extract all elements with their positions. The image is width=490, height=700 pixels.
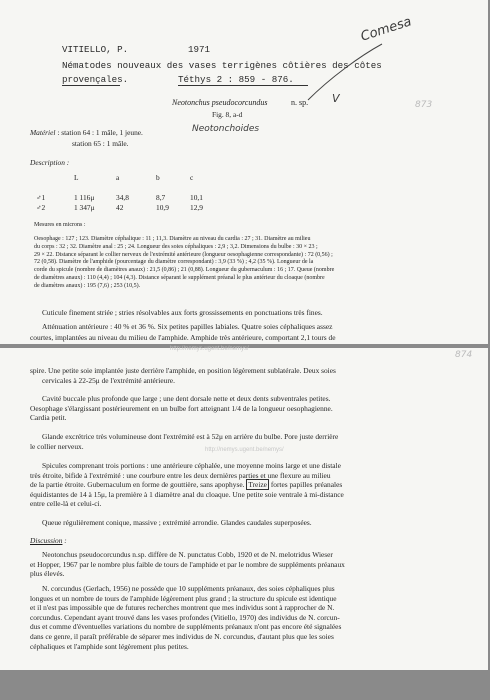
page-mark-874: 874	[455, 350, 473, 360]
text-line: plus élevés.	[30, 569, 65, 579]
text-line: entre celle-là et celui-ci.	[30, 499, 102, 509]
citation-title-line1: Nématodes nouveaux des vases terrigènes côtières des côtes	[62, 60, 382, 71]
cuticle-text: Cuticule finement striée ; stries résolvables aux forts grossissements en ponctuations très fines.	[42, 308, 323, 317]
citation-journal: Téthys 2 : 859 - 876.	[178, 74, 294, 85]
mesures-line: corde du spicule (nombre de diamètres anaux) : 21,5 (0,86) ; 21 (0,88). Longueur du gubernaculum : 16 ; 17. Queue (nombre	[34, 267, 335, 274]
underline-mark	[62, 85, 120, 86]
text-line: corcundus. Cependant ayant trouvé dans les vases profondes (Vitiello, 1970) des individus de N. corcun-	[30, 612, 340, 622]
text-line: longues et un nombre de tours de l'amphide légèrement plus grand ; la structure du spicule est identique	[30, 593, 337, 603]
table-cell: 1 116μ	[74, 192, 95, 202]
text-line: très étroite, bifide à l'extrémité : une courbure entre les deux dernières parties et une flexure au milieu	[30, 470, 331, 480]
text-line: dus et comme d'éventuelles variations du nombre de suppléments préanaux n'ont pas encore été signalées	[30, 622, 342, 632]
text-line: Spicules comprenant trois portions : une antérieure céphalée, une moyenne moins large et une distale	[42, 461, 341, 470]
watermark-url: http://nemys.ugent.be/nemys/	[205, 447, 284, 453]
text-line: spire. Une petite soie implantée juste derrière l'amphide, en position légèrement sublatérale. Deux soies	[30, 366, 336, 375]
mesures-line: du corps : 32 ; 32. Diamètre anal : 25 ; 24. Longueur des soies céphaliques : 2,9 ; 3,2. Dimensions du bulbe : 30 × 23 ;	[34, 243, 318, 250]
table-cell: ♂1	[36, 192, 46, 202]
handwritten-genus: Neotonchoides	[192, 124, 260, 134]
text-line: Cardia petit.	[30, 413, 67, 423]
text-line-with-box: de la partie étroite. Gubernaculum en forme de gouttière, sans apophyse. Treize fortes papilles préanales	[30, 480, 343, 490]
table-cell: 42	[116, 202, 124, 212]
text-line: Neotonchus pseudocorcundus n.sp. diffère de N. punctatus Cobb, 1920 et de N. melotridus Wieser	[42, 550, 333, 559]
table-cell: 34,8	[116, 192, 129, 202]
table-header-row	[36, 172, 224, 182]
table-header: a	[116, 172, 120, 182]
attenuation-line1: Atténuation antérieure : 40 % et 36 %. Six petites papilles labiales. Quatre soies céphaliques assez	[42, 322, 333, 331]
species-name: Neotonchus pseudocorcundus	[172, 98, 268, 107]
discussion-label: Discussion :	[30, 536, 67, 545]
mesures-line: 72 (0,58). Diamètre de l'amphide (pourcentage du diamètre correspondant) : 3,9 (33 %) ; 4,2 (35 %). Longueur de la	[34, 259, 314, 266]
table-cell: 12,9	[190, 202, 203, 212]
attenuation-line2: courtes, implantées au niveau du milieu de l'amphide. Amphide très antérieure, comportant 2,1 tours de	[30, 333, 336, 342]
mesures-line: de diamètres anaux) : 195 (7,6) ; 253 (10,5).	[34, 282, 141, 289]
materiel-label: Matériel	[30, 128, 56, 137]
table-row	[36, 192, 224, 202]
continuation-block	[30, 366, 336, 385]
paragraph-spicules	[30, 461, 344, 509]
citation-title-line2: provençales.	[62, 74, 129, 85]
paragraph-glande	[30, 432, 338, 451]
table-header: b	[156, 172, 160, 182]
paragraph-queue: Queue régulièrement conique, massive ; extrémité arrondie. Glandes caudales superposées.	[42, 518, 312, 527]
description-label: Description :	[30, 158, 70, 167]
text-line: cervicales à 22-25μ de l'extrémité antérieure.	[42, 375, 175, 385]
underline-mark	[178, 85, 308, 86]
measurement-table	[36, 172, 224, 212]
mesures-line: Oesophage : 127 ; 123. Diamètre céphalique : 11 ; 11,3. Diamètre au niveau du cardia : 27 ; 31. Diamètre au milieu	[34, 236, 311, 242]
page-bottom-margin	[0, 670, 488, 700]
page-mark-873: 873	[415, 100, 433, 110]
text-line: et Hopper, 1967 par le nombre plus faible de tours de l'amphide et par le nombre de suppléments préanaux	[30, 559, 345, 569]
text-line: Cavité buccale plus profonde que large ; une dent dorsale nette et deux dents subventrales petites.	[42, 394, 331, 403]
materiel-line2: station 65 : 1 mâle.	[72, 139, 129, 148]
mesures-block	[34, 236, 464, 291]
handwritten-check: V	[332, 92, 340, 105]
mesures-line: de diamètres anaux) : 110 (4,4) ; 104 (4,3). Distance séparant le supplément préanal le plus antérieur du cloaque (nombre	[34, 274, 325, 281]
species-status: n. sp.	[291, 98, 309, 107]
mesures-line: 29 × 22. Distance séparant le collier nerveux de l'extrémité antérieure (longueur oesophagienne correspondante) : 72 (0,56) ;	[34, 251, 333, 258]
table-cell: ♂2	[36, 202, 46, 212]
text-line: Glande excrétrice très volumineuse dont l'extrémité est à 52μ en arrière du bulbe. Pore juste derrière	[42, 432, 339, 441]
text-line: et il n'est pas impossible que de futures recherches montrent que mes individus sont à rapprocher de N.	[30, 603, 335, 613]
table-header: L	[74, 172, 79, 182]
citation-author: VITIELLO, P.	[62, 44, 129, 55]
text-line: N. corcundus (Gerlach, 1956) ne possède que 10 suppléments préanaux, des soies céphaliques plus	[42, 584, 335, 593]
discussion-paragraph-2	[30, 584, 341, 651]
mesures-label: Mesures en microns :	[34, 222, 86, 228]
figure-reference: Fig. 8, a-d	[212, 110, 243, 119]
table-row	[36, 202, 224, 212]
text-line: Oesophage s'élargissant postérieurement en un bulbe fort atteignant 1/4 de la longueur oesophagienne.	[30, 403, 333, 413]
materiel-line1: : station 64 : 1 mâle, 1 jeune.	[57, 128, 143, 137]
table-cell: 10,1	[190, 192, 203, 202]
watermark-url: http://nemys.ugent.be/nemys/	[170, 346, 249, 352]
text-line: céphaliques et l'amphide sont légèrement plus petites.	[30, 641, 189, 651]
citation-year: 1971	[188, 44, 211, 55]
text-line: dans ce genre, il paraît préférable de séparer mes individus de N. corcundus, d'autant plus que les soies	[30, 631, 334, 641]
table-cell: 8,7	[156, 192, 166, 202]
table-cell: 1 347μ	[74, 202, 95, 212]
table-header: c	[190, 172, 194, 182]
handwritten-note-comesa: Comesa	[358, 14, 414, 45]
discussion-paragraph-1	[30, 550, 345, 579]
text-line: le collier nerveux.	[30, 441, 84, 451]
paragraph-buccal	[30, 394, 333, 423]
text-line: équidistantes de 14 à 15μ, la première à 1 diamètre anal du cloaque. Une petite soie ventrale à mi-distance	[30, 489, 344, 499]
boxed-word: Treize	[248, 480, 267, 490]
table-cell: 10,9	[156, 202, 169, 212]
